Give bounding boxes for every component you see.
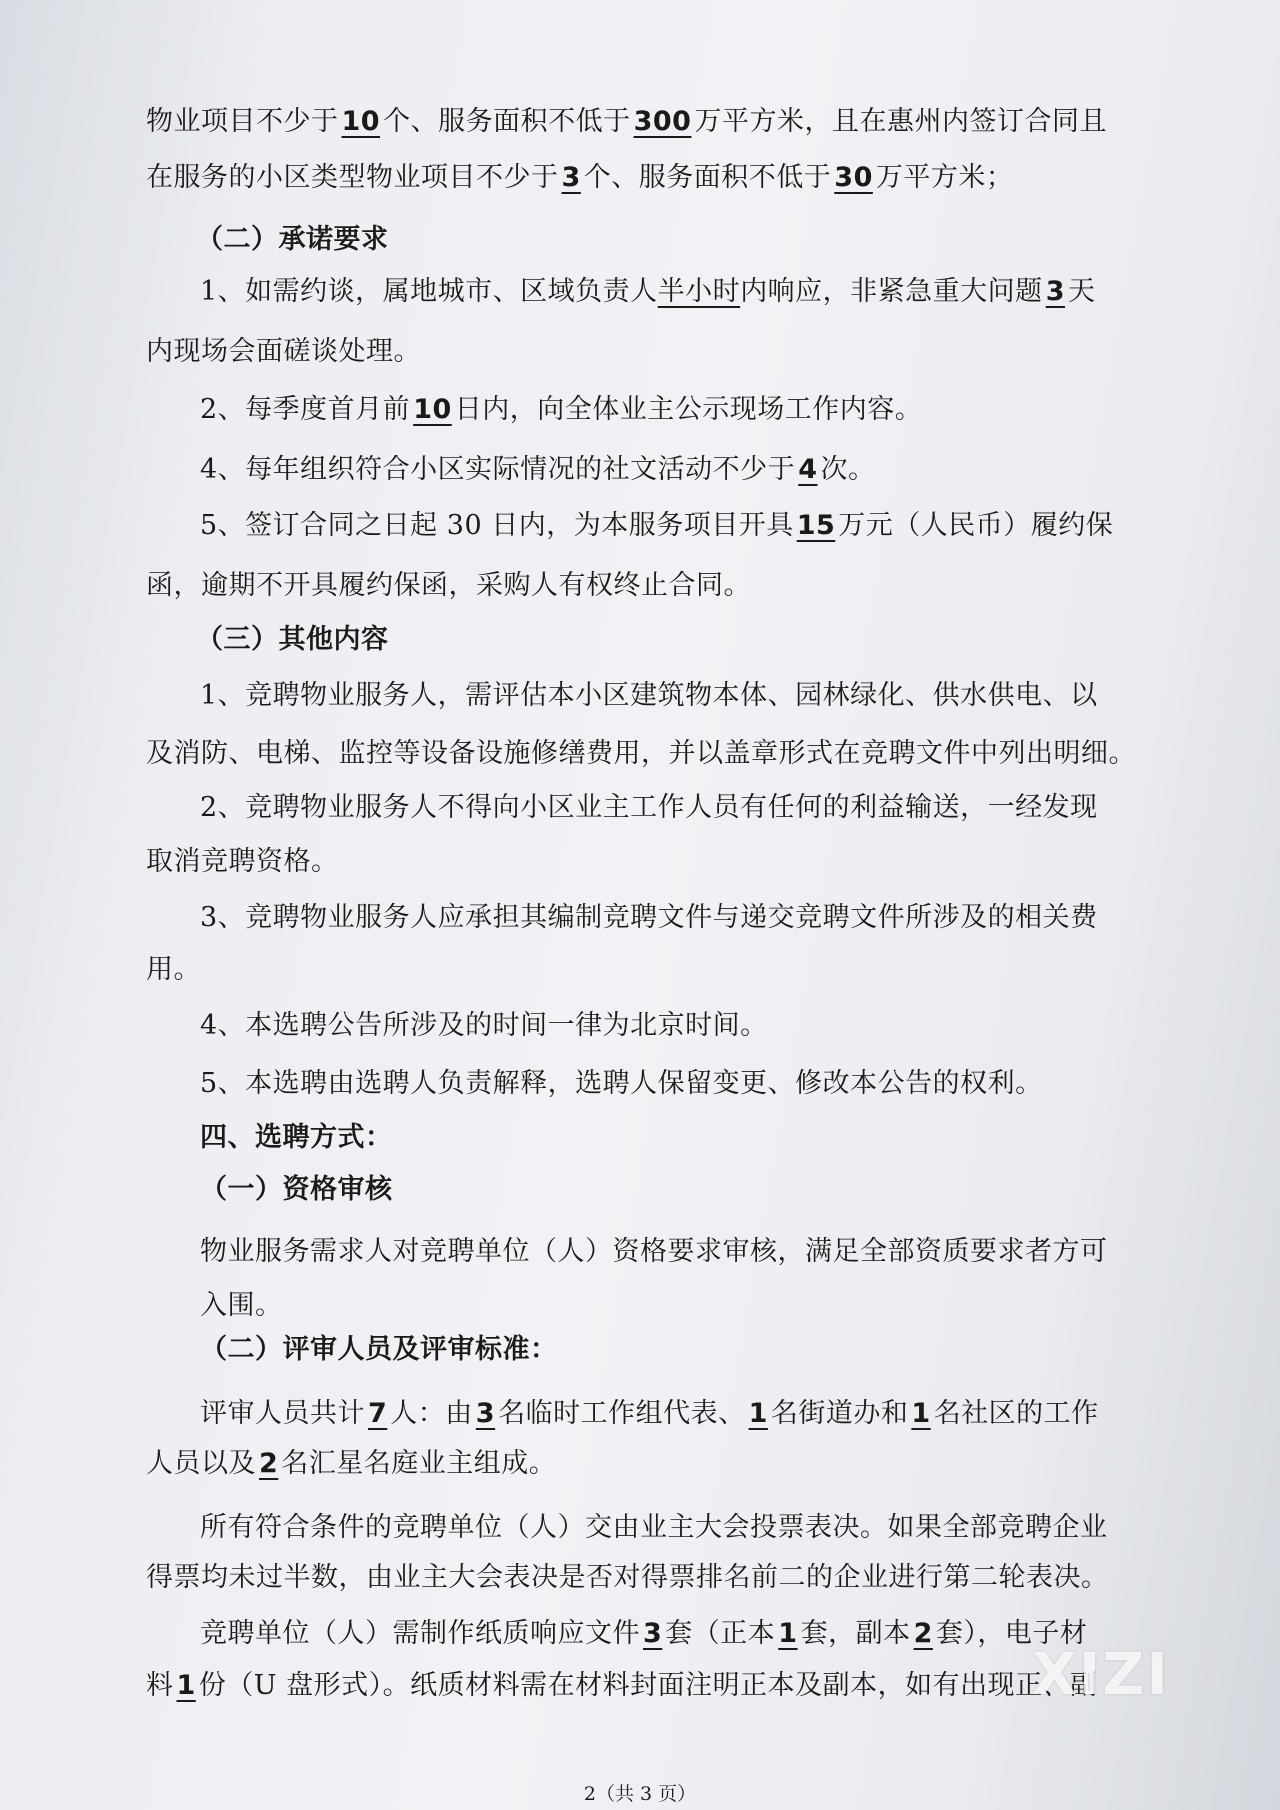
- text-run: 人：由: [390, 1398, 473, 1429]
- text-line: [200, 1286, 283, 1326]
- text-run: 日内，向全体业主公示现场工作内容。: [454, 394, 923, 425]
- text-run: 4、本选聘公告所涉及的时间一律为北京时间。: [200, 1010, 768, 1041]
- text-run: 名汇星名庭业主组成。: [281, 1448, 557, 1479]
- text-line: [146, 842, 339, 882]
- heading-text: 四、选聘方式：: [200, 1122, 393, 1153]
- text-line: [200, 272, 1095, 312]
- filled-value: 300: [633, 106, 692, 137]
- text-line: [200, 1006, 768, 1046]
- text-run: 个、服务面积不低于: [383, 106, 631, 137]
- text-line: [200, 506, 1113, 546]
- heading-text: （二）评审人员及评审标准：: [200, 1334, 558, 1365]
- filled-value: 7: [368, 1398, 388, 1429]
- text-run: 个、服务面积不低于: [583, 162, 832, 193]
- filled-value: 3: [643, 1618, 663, 1649]
- text-run: 1、竞聘物业服务人，需评估本小区建筑物本体、园林绿化、供水供电、以: [200, 680, 1098, 711]
- text-run: 用。: [146, 954, 201, 985]
- text-run: 2、每季度首月前: [200, 394, 411, 425]
- text-run: 4、每年组织符合小区实际情况的社文活动不少于: [200, 454, 796, 485]
- filled-value: 3: [475, 1398, 496, 1429]
- text-run: 所有符合条件的竞聘单位（人）交由业主大会投票表决。如果全部竞聘企业: [200, 1512, 1108, 1543]
- text-run: 物业项目不少于: [146, 106, 339, 137]
- filled-value: 3: [561, 162, 581, 193]
- filled-value: 30: [834, 162, 873, 193]
- text-line: [200, 1508, 1108, 1548]
- text-run: 天: [1067, 276, 1096, 307]
- section-heading: [200, 1330, 558, 1370]
- filled-value: 半小时: [657, 276, 741, 307]
- text-line: [146, 158, 1013, 198]
- filled-value: 2: [259, 1448, 279, 1479]
- text-line: [200, 676, 1098, 716]
- text-run: 次。: [820, 454, 876, 485]
- text-run: 名社区的工作: [933, 1398, 1099, 1429]
- page-number-footer: 2（共 3 页）: [583, 1783, 697, 1805]
- filled-value: 1: [748, 1398, 768, 1429]
- text-line: [146, 102, 1107, 142]
- filled-value: 1: [911, 1398, 931, 1429]
- text-line: [146, 1666, 1098, 1706]
- text-run: 函，逾期不开具履约保函，采购人有权终止合同。: [146, 570, 751, 601]
- text-line: [200, 788, 1098, 828]
- section-heading: [196, 620, 389, 660]
- site-watermark: XIZI: [1032, 1640, 1170, 1708]
- text-run: 套，副本: [800, 1618, 911, 1649]
- text-line: [146, 1444, 556, 1484]
- text-line: [146, 950, 201, 990]
- text-line: [146, 566, 751, 606]
- filled-value: 10: [341, 106, 381, 137]
- filled-value: 15: [796, 510, 836, 541]
- filled-value: 4: [798, 454, 818, 485]
- filled-value: 1: [778, 1618, 798, 1649]
- text-line: [146, 734, 1136, 774]
- text-run: 万平方米；: [875, 162, 1014, 193]
- text-line: [146, 1558, 1109, 1598]
- text-run: 取消竞聘资格。: [146, 846, 339, 877]
- text-run: 内响应，非紧急重大问题: [740, 276, 1043, 307]
- text-line: [200, 1614, 1087, 1654]
- heading-text: （三）其他内容: [196, 624, 389, 655]
- text-line: [200, 1394, 1099, 1434]
- text-run: 在服务的小区类型物业项目不少于: [146, 162, 559, 193]
- heading-text: （一）资格审核: [200, 1174, 393, 1205]
- text-run: 1、如需约谈，属地城市、区域负责人: [200, 276, 658, 307]
- text-run: 得票均未过半数，由业主大会表决是否对得票排名前二的企业进行第二轮表决。: [146, 1562, 1109, 1593]
- text-line: [200, 390, 922, 430]
- text-run: 名临时工作组代表、: [498, 1398, 746, 1429]
- text-run: 竞聘单位（人）需制作纸质响应文件: [200, 1618, 640, 1649]
- text-run: 评审人员共计: [200, 1398, 365, 1429]
- text-line: [146, 332, 421, 372]
- text-run: 内现场会面磋谈处理。: [146, 336, 421, 367]
- filled-value: 2: [913, 1618, 933, 1649]
- text-line: [200, 450, 875, 490]
- text-line: [200, 1064, 1043, 1104]
- text-run: 5、本选聘由选聘人负责解释，选聘人保留变更、修改本公告的权利。: [200, 1068, 1043, 1099]
- text-line: [200, 1232, 1108, 1272]
- text-run: 5、签订合同之日起 30 日内，为本服务项目开具: [200, 510, 794, 541]
- section-heading: [200, 1118, 393, 1158]
- filled-value: 1: [176, 1670, 196, 1701]
- section-heading: [200, 1170, 393, 1210]
- section-heading: [196, 220, 389, 260]
- text-run: 套），电子材: [935, 1618, 1088, 1649]
- text-run: 万平方米，且在惠州内签订合同且: [694, 106, 1107, 137]
- text-run: 物业服务需求人对竞聘单位（人）资格要求审核，满足全部资质要求者方可: [200, 1236, 1108, 1267]
- text-run: 人员以及: [146, 1448, 256, 1479]
- filled-value: 10: [413, 394, 452, 425]
- text-run: 份（U 盘形式）。纸质材料需在材料封面注明正本及副本，如有出现正、副: [198, 1670, 1098, 1701]
- heading-text: （二）承诺要求: [196, 224, 389, 255]
- text-run: 万元（人民币）履约保: [838, 510, 1114, 541]
- filled-value: 3: [1045, 276, 1065, 307]
- text-run: 及消防、电梯、监控等设备设施修缮费用，并以盖章形式在竞聘文件中列出明细。: [146, 738, 1136, 769]
- text-run: 套（正本: [665, 1618, 776, 1649]
- text-run: 3、竞聘物业服务人应承担其编制竞聘文件与递交竞聘文件所涉及的相关费: [200, 902, 1098, 933]
- text-run: 名街道办和: [770, 1398, 909, 1429]
- text-line: [200, 898, 1098, 938]
- text-run: 2、竞聘物业服务人不得向小区业主工作人员有任何的利益输送，一经发现: [200, 792, 1098, 823]
- text-run: 料: [146, 1670, 174, 1701]
- text-run: 入围。: [200, 1290, 283, 1321]
